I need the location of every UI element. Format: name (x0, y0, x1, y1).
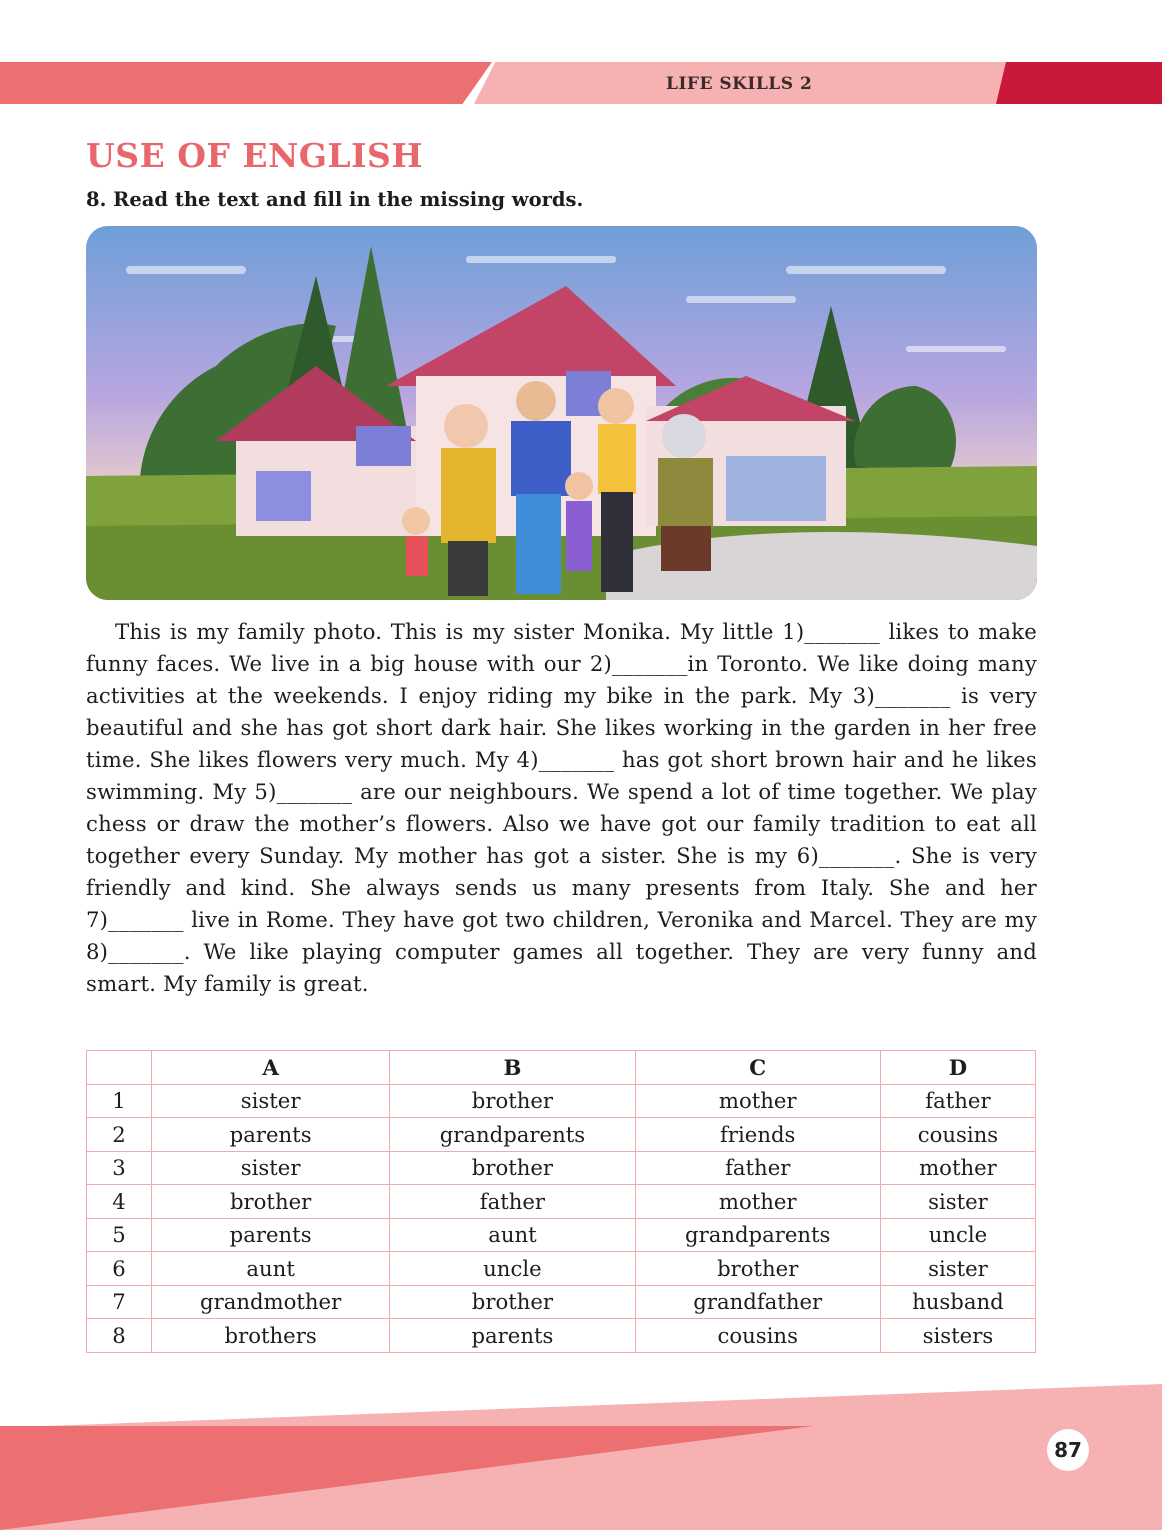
option-cell: cousins (635, 1319, 880, 1353)
column-header: A (152, 1051, 390, 1085)
option-cell: uncle (390, 1252, 635, 1286)
option-cell: father (635, 1151, 880, 1185)
table-row (87, 1118, 1036, 1152)
reading-passage: This is my family photo. This is my sister Monika. My little 1)_______ likes to make funny faces. We live in a big house with our 2)_______in Toronto. We like doing many activities at the weekends. I enjoy riding my bike in the park. My 3)_______ is very beautiful and she has got short dark hair. She likes working in the garden in her free time. She likes flowers very much. My 4)_______ has got short brown hair and he likes swimming. My 5)_______ are our neighbours. We spend a lot of time together. We play chess or draw the mother’s flowers. Also we have got our family tradition to eat all together every Sunday. My mother has got a sister. She is my 6)_______. She is very friendly and kind. She always sends us many presents from Italy. She and her 7)_______ live in Rome. They have got two children, Veronika and Marcel. They are my 8)_______. We like playing computer games all together. They are very funny and smart. My family is great. (86, 619, 1037, 996)
row-number: 3 (87, 1151, 152, 1185)
option-cell: friends (635, 1118, 880, 1152)
header-band-left (0, 62, 492, 104)
table-row (87, 1084, 1036, 1118)
option-cell: brothers (152, 1319, 390, 1353)
column-header: D (880, 1051, 1035, 1085)
option-cell: brother (390, 1285, 635, 1319)
row-number: 1 (87, 1084, 152, 1118)
option-cell: sister (880, 1185, 1035, 1219)
row-number: 5 (87, 1218, 152, 1252)
option-cell: grandparents (390, 1118, 635, 1152)
option-cell: sister (152, 1151, 390, 1185)
option-cell: cousins (880, 1118, 1035, 1152)
row-number: 2 (87, 1118, 152, 1152)
table-row (87, 1218, 1036, 1252)
option-cell: brother (390, 1084, 635, 1118)
header-band-right (996, 62, 1162, 104)
row-number: 7 (87, 1285, 152, 1319)
column-header: C (635, 1051, 880, 1085)
option-cell: father (880, 1084, 1035, 1118)
page-title: USE OF ENGLISH (86, 136, 424, 175)
option-cell: mother (635, 1185, 880, 1219)
option-cell: father (390, 1185, 635, 1219)
option-cell: mother (635, 1084, 880, 1118)
answer-options-table (86, 1050, 1036, 1353)
option-cell: brother (390, 1151, 635, 1185)
row-number: 8 (87, 1319, 152, 1353)
option-cell: parents (152, 1118, 390, 1152)
column-header (87, 1051, 152, 1085)
page-number: 87 (1047, 1429, 1089, 1471)
row-number: 4 (87, 1185, 152, 1219)
option-cell: parents (390, 1319, 635, 1353)
row-number: 6 (87, 1252, 152, 1286)
option-cell: aunt (390, 1218, 635, 1252)
table-row (87, 1252, 1036, 1286)
option-cell: grandparents (635, 1218, 880, 1252)
table-row (87, 1151, 1036, 1185)
table-row (87, 1319, 1036, 1353)
option-cell: brother (152, 1185, 390, 1219)
option-cell: parents (152, 1218, 390, 1252)
table-row (87, 1185, 1036, 1219)
option-cell: aunt (152, 1252, 390, 1286)
option-cell: mother (880, 1151, 1035, 1185)
exercise-instruction: 8. Read the text and fill in the missing words. (86, 188, 584, 211)
family-house-illustration (86, 226, 1037, 600)
option-cell: grandmother (152, 1285, 390, 1319)
section-label: LIFE SKILLS 2 (666, 74, 813, 94)
option-cell: sister (880, 1252, 1035, 1286)
table-header-row (87, 1051, 1036, 1085)
column-header: B (390, 1051, 635, 1085)
option-cell: sisters (880, 1319, 1035, 1353)
option-cell: sister (152, 1084, 390, 1118)
option-cell: husband (880, 1285, 1035, 1319)
option-cell: brother (635, 1252, 880, 1286)
option-cell: uncle (880, 1218, 1035, 1252)
option-cell: grandfather (635, 1285, 880, 1319)
table-row (87, 1285, 1036, 1319)
